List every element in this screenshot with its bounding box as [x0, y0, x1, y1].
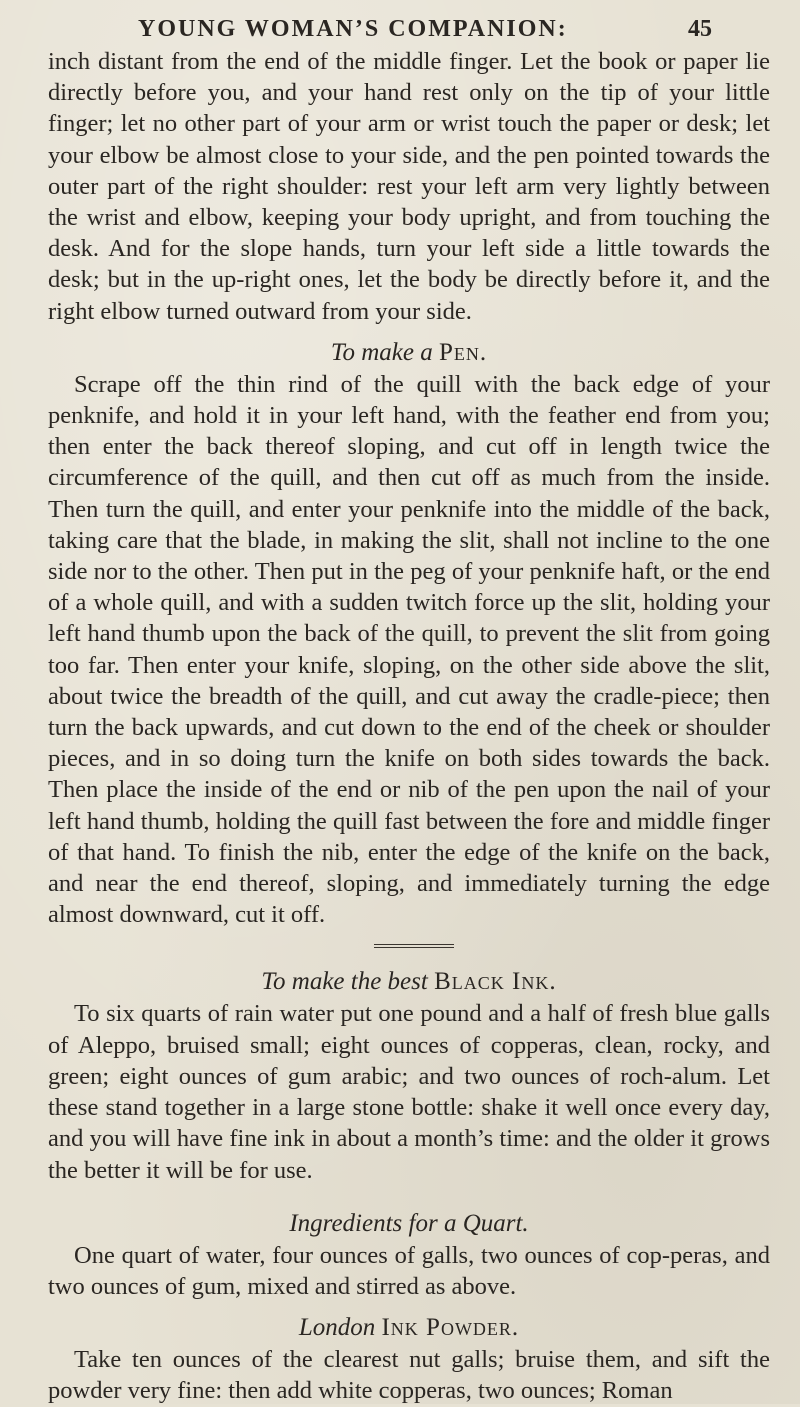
ink-paragraph: To six quarts of rain water put one pound and a half of fresh blue galls of Aleppo, bruised small; eight ounces of copperas, clean, rocky, and green; eight ounces of gum arabic; and two ounces of roch-alum. Let these stand together in a large stone bottle: shake it well once every day, and you will have fine ink in about a month’s time: and the older it grows the better it will be for use.	[48, 1000, 770, 1184]
page-number: 45	[688, 16, 712, 42]
heading-keyword: Pen.	[438, 338, 488, 366]
heading-keyword: Black Ink.	[434, 968, 557, 996]
section-heading-pen	[48, 337, 770, 369]
spacer	[48, 1302, 770, 1312]
section-divider	[374, 944, 454, 948]
running-head	[48, 10, 770, 46]
spacer	[48, 1186, 770, 1208]
section-heading-ink	[48, 966, 770, 998]
spacer	[48, 327, 770, 337]
heading-keyword: Ink Powder.	[381, 1314, 520, 1342]
powder-paragraph: Take ten ounces of the clearest nut galls; bruise them, and sift the powder very fine: then add white copperas, two ounces; Roman	[48, 1346, 770, 1405]
section-heading-powder	[48, 1312, 770, 1344]
intro-paragraph: inch distant from the end of the middle finger. Let the book or paper lie directly before you, and your hand rest only on the tip of your little finger; let no other part of your arm or wrist touch the paper or desk; let your elbow be almost close to your side, and the pen pointed towards the outer part of the right shoulder: rest your left arm very lightly between the wrist and elbow, keeping your body upright, and from touching the desk. And for the slope hands, turn your left side a little towards the desk; but in the up-right ones, let the body be directly before it, and the right elbow turned outward from your side.	[48, 48, 770, 325]
heading-lead: To make the best	[261, 968, 428, 996]
running-title: YOUNG WOMAN’S COMPANION:	[138, 16, 568, 42]
pen-paragraph: Scrape off the thin rind of the quill with the back edge of your penknife, and hold it in your left hand, with the feather end from you; then enter the back thereof sloping, and cut off in length twice the circumference of the quill, and then cut off as much from the inside. Then turn the quill, and enter your penknife into the middle of the back, taking care that the blade, in making the slit, shall not incline to the one side nor to the other. Then put in the peg of your penknife haft, or the end of a whole quill, and with a sudden twitch force up the slit, holding your left hand thumb upon the back of the quill, to prevent the slit from going too far. Then enter your knife, sloping, on the other side above the slit, about twice the breadth of the quill, and cut away the cradle-piece; then turn the back upwards, and cut down to the end of the cheek or shoulder pieces, and in so doing turn the knife on both sides towards the back. Then place the inside of the end or nib of the pen upon the nail of your left hand thumb, holding the quill fast between the fore and middle finger of that hand. To finish the nib, enter the edge of the knife on the back, and near the end thereof, sloping, and immediately turning the edge almost downward, cut it off.	[48, 370, 770, 929]
heading-lead: London	[298, 1314, 376, 1342]
section-heading-quart: Ingredients for a Quart.	[289, 1209, 529, 1237]
quart-paragraph: One quart of water, four ounces of galls, two ounces of cop-peras, and two ounces of gum, mixed and stirred as above.	[48, 1241, 770, 1300]
heading-lead: To make a	[330, 338, 433, 366]
